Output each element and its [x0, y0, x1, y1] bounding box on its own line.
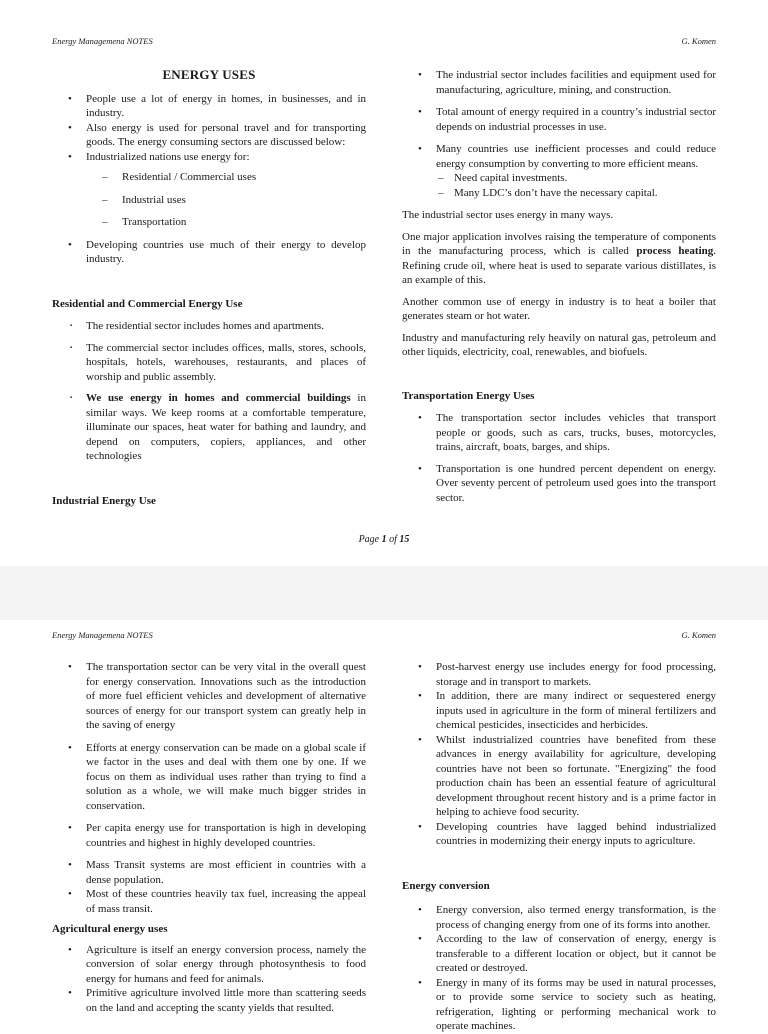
paragraph-text: One major application involves raising the temperature of components in the manufacturing process, which is called — [402, 230, 716, 257]
section-heading: Transportation Energy Uses — [402, 389, 535, 402]
paragraph: The industrial sector uses energy in many ways. — [402, 209, 614, 221]
running-header-right: G. Komen — [681, 630, 716, 640]
document-page-2 — [0, 620, 768, 1032]
running-header-left: Energy Managemenа NOTES — [52, 36, 153, 46]
list-item: • Developing countries have lagged behind industrialized countries in modernizing their energy inputs to agriculture. — [402, 820, 716, 849]
list-item: • Industrialized nations use energy for: — [52, 150, 366, 165]
list-item — [52, 391, 366, 464]
total-page-count: 15 — [399, 534, 410, 545]
running-header-left: Energy Managemenа NOTES — [52, 630, 153, 640]
sub-list-item: – Transportation — [52, 215, 366, 230]
list-item: • In addition, there are many indirect or sequestered energy inputs used in agriculture in the form of mineral fertilizers and chemical pesticides, insecticides and herbicides. — [402, 689, 716, 733]
list-item-text: in similar ways. We keep rooms at a comfortable temperature, illuminate our spaces, heat water for bathing and laundry, and depend on computers, copiers, appliances, and other technologies — [86, 392, 366, 462]
sub-list-item: – Many LDC’s don’t have the necessary capital. — [402, 186, 716, 201]
footer-text: of — [386, 534, 400, 545]
footer-text: Page — [358, 534, 382, 545]
page2-right-column — [402, 660, 716, 1034]
sub-list-item: – Industrial uses — [52, 193, 366, 208]
list-item: • Most of these countries heavily tax fuel, increasing the appeal of mass transit. — [52, 887, 366, 916]
section-title: ENERGY USES — [162, 67, 256, 82]
list-item: • Also energy is used for personal travel and for transporting goods. The energy consuming sectors are discussed below: — [52, 121, 366, 150]
section-heading: Agricultural energy uses — [52, 923, 168, 935]
page-number-footer — [0, 534, 768, 545]
current-page-number: 1 — [381, 534, 387, 545]
page-separator — [0, 566, 768, 620]
list-item: • Energy in many of its forms may be used in natural processes, or to provide some service to society such as heating, refrigeration, lighting or performing mechanical work to operate machines. — [402, 976, 716, 1034]
list-item: • Developing countries use much of their energy to develop industry. — [52, 238, 366, 267]
list-item: • Agriculture is itself an energy conversion process, namely the conversion of solar energy through photosynthesis to food energy for humans and feed for animals. — [52, 943, 366, 987]
list-item: • The industrial sector includes facilities and equipment used for manufacturing, agriculture, mining, and construction. — [402, 68, 716, 97]
page1-right-column — [402, 68, 716, 505]
list-item: • Whilst industrialized countries have benefited from these advances in energy availability for agriculture, developing countries have not been so fortunate. "Energizing" the food production chain has been an essential feature of agricultural development throughout recent history and is a prime factor in helping to achieve food security. — [402, 733, 716, 820]
list-item: • Total amount of energy required in a country’s industrial sector depends on industrial processes in use. — [402, 105, 716, 134]
paragraph — [402, 230, 716, 288]
page1-left-column — [52, 68, 366, 508]
sub-list-item: – Residential / Commercial uses — [52, 170, 366, 185]
list-item: • Primitive agriculture involved little more than scattering seeds on the land and accepting the scanty yields that resulted. — [52, 986, 366, 1015]
bold-phrase: We use energy in homes and commercial buildings — [86, 392, 351, 404]
list-item: • The transportation sector can be very vital in the overall quest for energy conservation. Innovations such as the introduction of more fuel efficient vehicles and development of alternative sources of energy for our transport system can greatly help in the saving of energy — [52, 660, 366, 733]
sub-list-item: – Need capital investments. — [402, 171, 716, 186]
paragraph: Another common use of energy in industry is to heat a boiler that generates steam or hot water. — [402, 295, 716, 322]
section-heading: Industrial Energy Use — [52, 494, 156, 507]
page2-left-column — [52, 660, 366, 1015]
list-item: • The transportation sector includes vehicles that transport people or goods, such as cars, trucks, buses, motorcycles, trains, aircraft, boats, barges, and ships. — [402, 411, 716, 455]
list-item: • Transportation is one hundred percent dependent on energy. Over seventy percent of petroleum used goes into the transport sector. — [402, 462, 716, 506]
intro-bullet-list — [52, 92, 366, 165]
bold-term: process heating — [636, 245, 714, 257]
list-item: • Efforts at energy conservation can be made on a global scale if we factor in the uses and deal with them one by one. If we focus on them as individual uses rather than trying to find a solution as a whole, we will make much bigger strides in conservation. — [52, 741, 366, 814]
list-item: • According to the law of conservation of energy, energy is transferable to a different location or object, but it cannot be created or destroyed. — [402, 932, 716, 976]
section-heading: Energy conversion — [402, 879, 490, 892]
running-header-right: G. Komen — [681, 36, 716, 46]
list-item: • People use a lot of energy in homes, in businesses, and in industry. — [52, 92, 366, 121]
list-item: ▪ The residential sector includes homes and apartments. — [52, 319, 366, 334]
list-item: • Post-harvest energy use includes energy for food processing, storage and in transport to markets. — [402, 660, 716, 689]
list-item: • Per capita energy use for transportation is high in developing countries and highest in highly developed countries. — [52, 821, 366, 850]
list-item: • Energy conversion, also termed energy transformation, is the process of changing energy from one of its forms into another. — [402, 903, 716, 932]
paragraph-text: . Refining crude oil, where heat is used to separate various distillates, is an example of this. — [402, 245, 717, 286]
list-item: • Mass Transit systems are most efficient in countries with a dense population. — [52, 858, 366, 887]
list-item: ▪ The commercial sector includes offices, malls, stores, schools, hospitals, hotels, warehouses, restaurants, and places of worship and public assembly. — [52, 341, 366, 385]
list-item: • Many countries use inefficient processes and could reduce energy consumption by converting to more efficient means. — [402, 142, 716, 171]
section-heading: Residential and Commercial Energy Use — [52, 297, 243, 310]
paragraph: Industry and manufacturing rely heavily on natural gas, petroleum and other liquids, electricity, coal, renewables, and biofuels. — [402, 331, 716, 358]
